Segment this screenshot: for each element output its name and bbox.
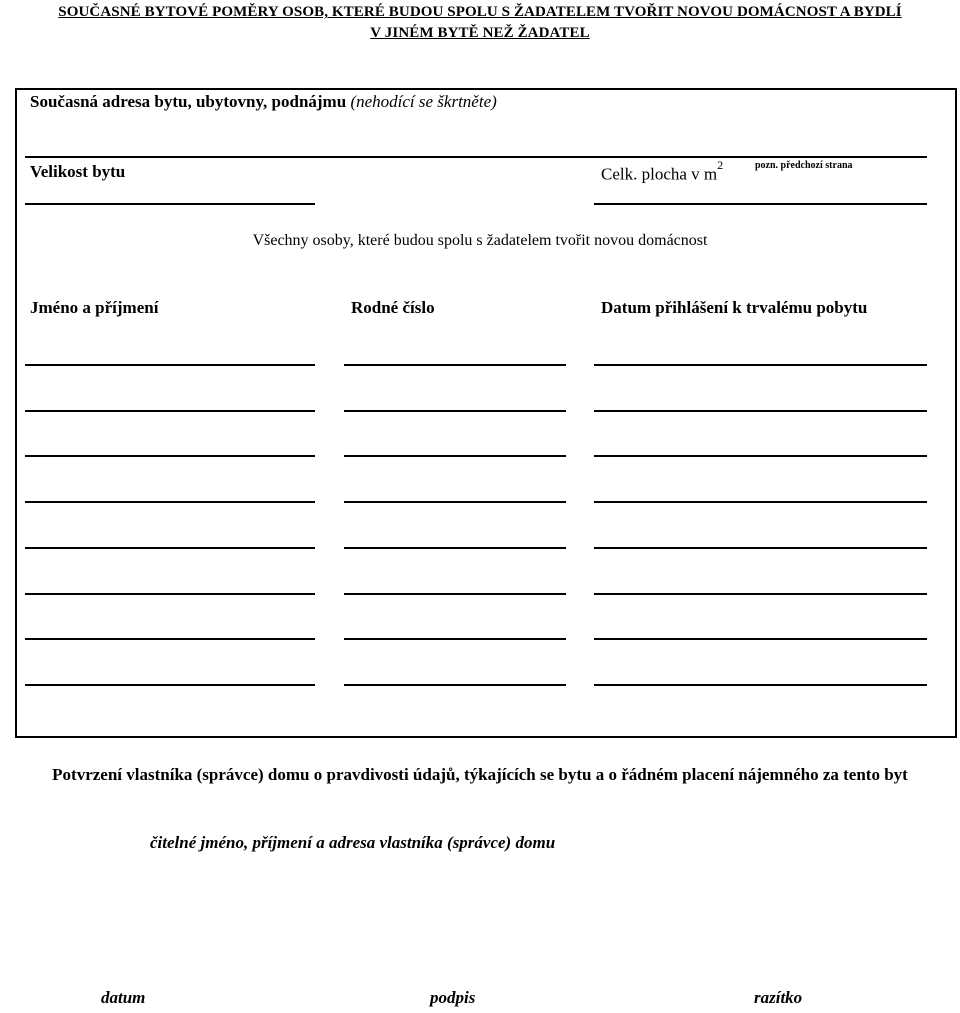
col-registration-date-header: Datum přihlášení k trvalému pobytu [601, 298, 868, 317]
area-label [601, 158, 724, 185]
name-field-row-7[interactable] [25, 638, 315, 640]
name-field-row-4[interactable] [25, 501, 315, 503]
birth-number-field-row-8[interactable] [344, 684, 566, 686]
owner-confirmation-text: Potvrzení vlastníka (správce) domu o pravdivosti údajů, týkajících se bytu a o řádném placení nájemného za tento byt [52, 765, 908, 784]
area-note: pozn. předchozí strana [755, 160, 853, 171]
name-field-row-8[interactable] [25, 684, 315, 686]
birth-number-field-row-4[interactable] [344, 501, 566, 503]
name-field-row-1[interactable] [25, 364, 315, 366]
registration-date-field-row-8[interactable] [594, 684, 927, 686]
birth-number-field-row-2[interactable] [344, 410, 566, 412]
area-sup: 2 [717, 158, 724, 172]
address-hint: (nehodící se škrtněte) [350, 92, 497, 111]
col-name-header: Jméno a příjmení [30, 298, 159, 317]
registration-date-field-row-4[interactable] [594, 501, 927, 503]
registration-date-field-row-6[interactable] [594, 593, 927, 595]
birth-number-field-row-6[interactable] [344, 593, 566, 595]
address-label [30, 92, 497, 112]
flat-size-label: Velikost bytu [30, 162, 126, 181]
col-birth-number-header: Rodné číslo [351, 298, 435, 317]
housing-section-box [15, 88, 957, 738]
form-title-line2: V JINÉM BYTĚ NEŽ ŽADATEL [370, 25, 590, 41]
registration-date-field-row-3[interactable] [594, 455, 927, 457]
signature-label: podpis [430, 988, 476, 1007]
area-field[interactable] [594, 203, 927, 205]
registration-date-field-row-5[interactable] [594, 547, 927, 549]
name-field-row-3[interactable] [25, 455, 315, 457]
address-label-text: Současná adresa bytu, ubytovny, podnájmu [30, 92, 347, 111]
registration-date-field-row-2[interactable] [594, 410, 927, 412]
persons-heading: Všechny osoby, které budou spolu s žadatelem tvořit novou domácnost [252, 232, 708, 249]
stamp-label: razítko [754, 988, 803, 1007]
date-label: datum [101, 988, 146, 1007]
area-label-text: Celk. plocha v m [601, 164, 718, 184]
birth-number-field-row-3[interactable] [344, 455, 566, 457]
name-field-row-2[interactable] [25, 410, 315, 412]
address-line[interactable] [25, 156, 927, 158]
name-field-row-5[interactable] [25, 547, 315, 549]
birth-number-field-row-7[interactable] [344, 638, 566, 640]
birth-number-field-row-5[interactable] [344, 547, 566, 549]
registration-date-field-row-7[interactable] [594, 638, 927, 640]
registration-date-field-row-1[interactable] [594, 364, 927, 366]
name-field-row-6[interactable] [25, 593, 315, 595]
flat-size-field[interactable] [25, 203, 315, 205]
form-title-line1: SOUČASNÉ BYTOVÉ POMĚRY OSOB, KTERÉ BUDOU SPOLU S ŽADATELEM TVOŘIT NOVOU DOMÁCNOST A BYDLÍ [58, 4, 902, 20]
birth-number-field-row-1[interactable] [344, 364, 566, 366]
owner-name-label: čitelné jméno, příjmení a adresa vlastníka (správce) domu [150, 833, 556, 852]
